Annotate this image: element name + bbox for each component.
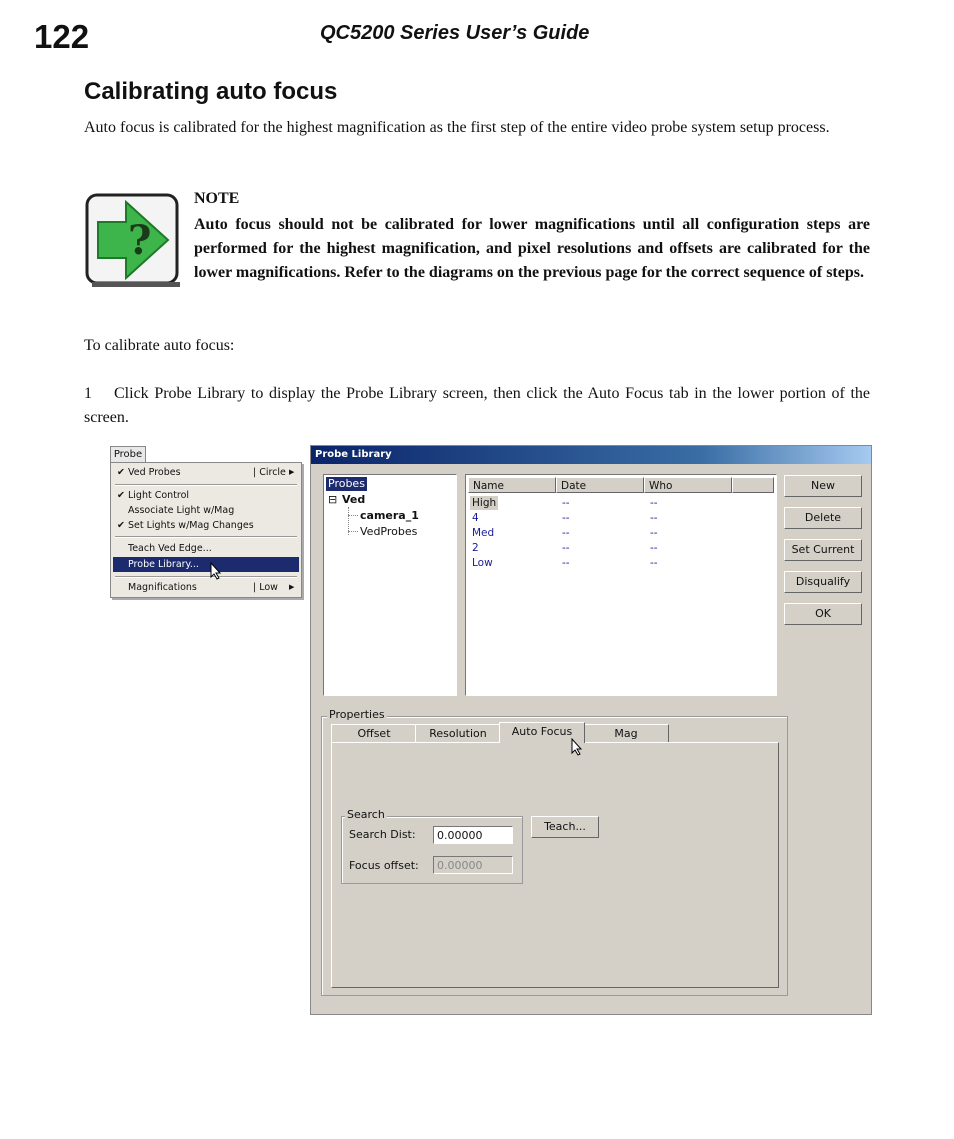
probe-list[interactable]: [465, 474, 777, 696]
svg-text:?: ?: [128, 217, 152, 264]
mouse-cursor-icon: [210, 562, 222, 585]
menu-separator: [115, 536, 297, 538]
menu-item-light-control[interactable]: ✔ Light Control: [117, 490, 190, 501]
tab-auto-focus[interactable]: Auto Focus: [499, 722, 585, 743]
tree-expander-icon[interactable]: ⊟: [328, 493, 338, 506]
section-title: Calibrating auto focus: [84, 78, 338, 105]
step-number: 1: [84, 385, 92, 402]
column-header-who[interactable]: Who: [644, 477, 732, 493]
submenu-arrow-icon: ▶: [289, 583, 295, 591]
tab-mag[interactable]: Mag: [583, 724, 669, 744]
search-dist-label: Search Dist:: [349, 828, 416, 841]
mouse-cursor-icon: [571, 738, 583, 759]
menu-separator: [115, 484, 297, 486]
step-text: Click Probe Library to display the Probe Library screen, then click the Auto Focus tab in the lower portion of the screen.: [84, 385, 870, 426]
tree-line: [348, 531, 358, 532]
menu-item-teach-ved-edge[interactable]: Teach Ved Edge...: [128, 543, 212, 554]
list-row[interactable]: 4 -- --: [472, 512, 658, 524]
menu-item-ved-probes[interactable]: ✔ Ved Probes | Circle ▶: [117, 467, 295, 478]
menu-separator: [115, 576, 297, 578]
tab-resolution[interactable]: Resolution: [415, 724, 501, 744]
page-number: 122: [34, 18, 90, 55]
guide-title: QC5200 Series User’s Guide: [320, 22, 590, 44]
step-1: [84, 382, 870, 430]
tree-node-vedprobes[interactable]: VedProbes: [360, 525, 418, 538]
tree-node-ved[interactable]: Ved: [342, 493, 366, 506]
teach-button[interactable]: Teach...: [531, 816, 599, 838]
menu-item-associate-light[interactable]: Associate Light w/Mag: [128, 505, 235, 516]
list-row[interactable]: Med -- --: [472, 527, 658, 539]
probe-library-window: [310, 445, 872, 1015]
ok-button[interactable]: OK: [784, 603, 862, 625]
menu-item-magnifications[interactable]: Magnifications | Low ▶: [128, 582, 295, 593]
column-header-blank: [732, 477, 774, 493]
window-title: Probe Library: [311, 446, 871, 464]
check-icon: ✔: [117, 490, 125, 501]
note-text: Auto focus should not be calibrated for lower magnifications until all configuration steps are performed for the highest magnification, and pixel resolutions and offsets are calibrated for the lower magnifications. Refer to the diagrams on the previous page for the correct sequence of steps.: [194, 216, 870, 281]
focus-offset-label: Focus offset:: [349, 859, 419, 872]
tree-line: [348, 515, 358, 516]
menu-probe[interactable]: Probe: [110, 446, 146, 464]
delete-button[interactable]: Delete: [784, 507, 862, 529]
intro-paragraph: Auto focus is calibrated for the highest magnification as the first step of the entire video probe system setup process.: [84, 119, 830, 136]
submenu-arrow-icon: ▶: [289, 468, 295, 476]
tab-offset[interactable]: Offset: [331, 724, 417, 744]
focus-offset-input: 0.00000: [433, 856, 513, 874]
column-header-date[interactable]: Date: [556, 477, 644, 493]
column-header-name[interactable]: Name: [468, 477, 556, 493]
search-group-label: Search: [347, 808, 385, 821]
list-row[interactable]: High -- --: [472, 497, 658, 509]
tree-node-camera-1[interactable]: camera_1: [360, 509, 419, 522]
properties-label: Properties: [329, 708, 385, 721]
to-calibrate-text: To calibrate auto focus:: [84, 337, 235, 354]
menu-item-probe-library[interactable]: Probe Library...: [113, 557, 299, 572]
tree-root-probes[interactable]: Probes: [328, 477, 365, 490]
new-button[interactable]: New: [784, 475, 862, 497]
menu-item-set-lights[interactable]: ✔ Set Lights w/Mag Changes: [117, 520, 254, 531]
list-row[interactable]: 2 -- --: [472, 542, 658, 554]
probe-tree[interactable]: [323, 474, 457, 696]
list-row[interactable]: Low -- --: [472, 557, 658, 569]
probe-menu: [110, 462, 302, 598]
disqualify-button[interactable]: Disqualify: [784, 571, 862, 593]
check-icon: ✔: [117, 467, 125, 478]
note-title: NOTE: [194, 190, 240, 207]
check-icon: ✔: [117, 520, 125, 531]
note-arrow-question-icon: [84, 192, 182, 288]
set-current-button[interactable]: Set Current: [784, 539, 862, 561]
search-dist-input[interactable]: 0.00000: [433, 826, 513, 844]
